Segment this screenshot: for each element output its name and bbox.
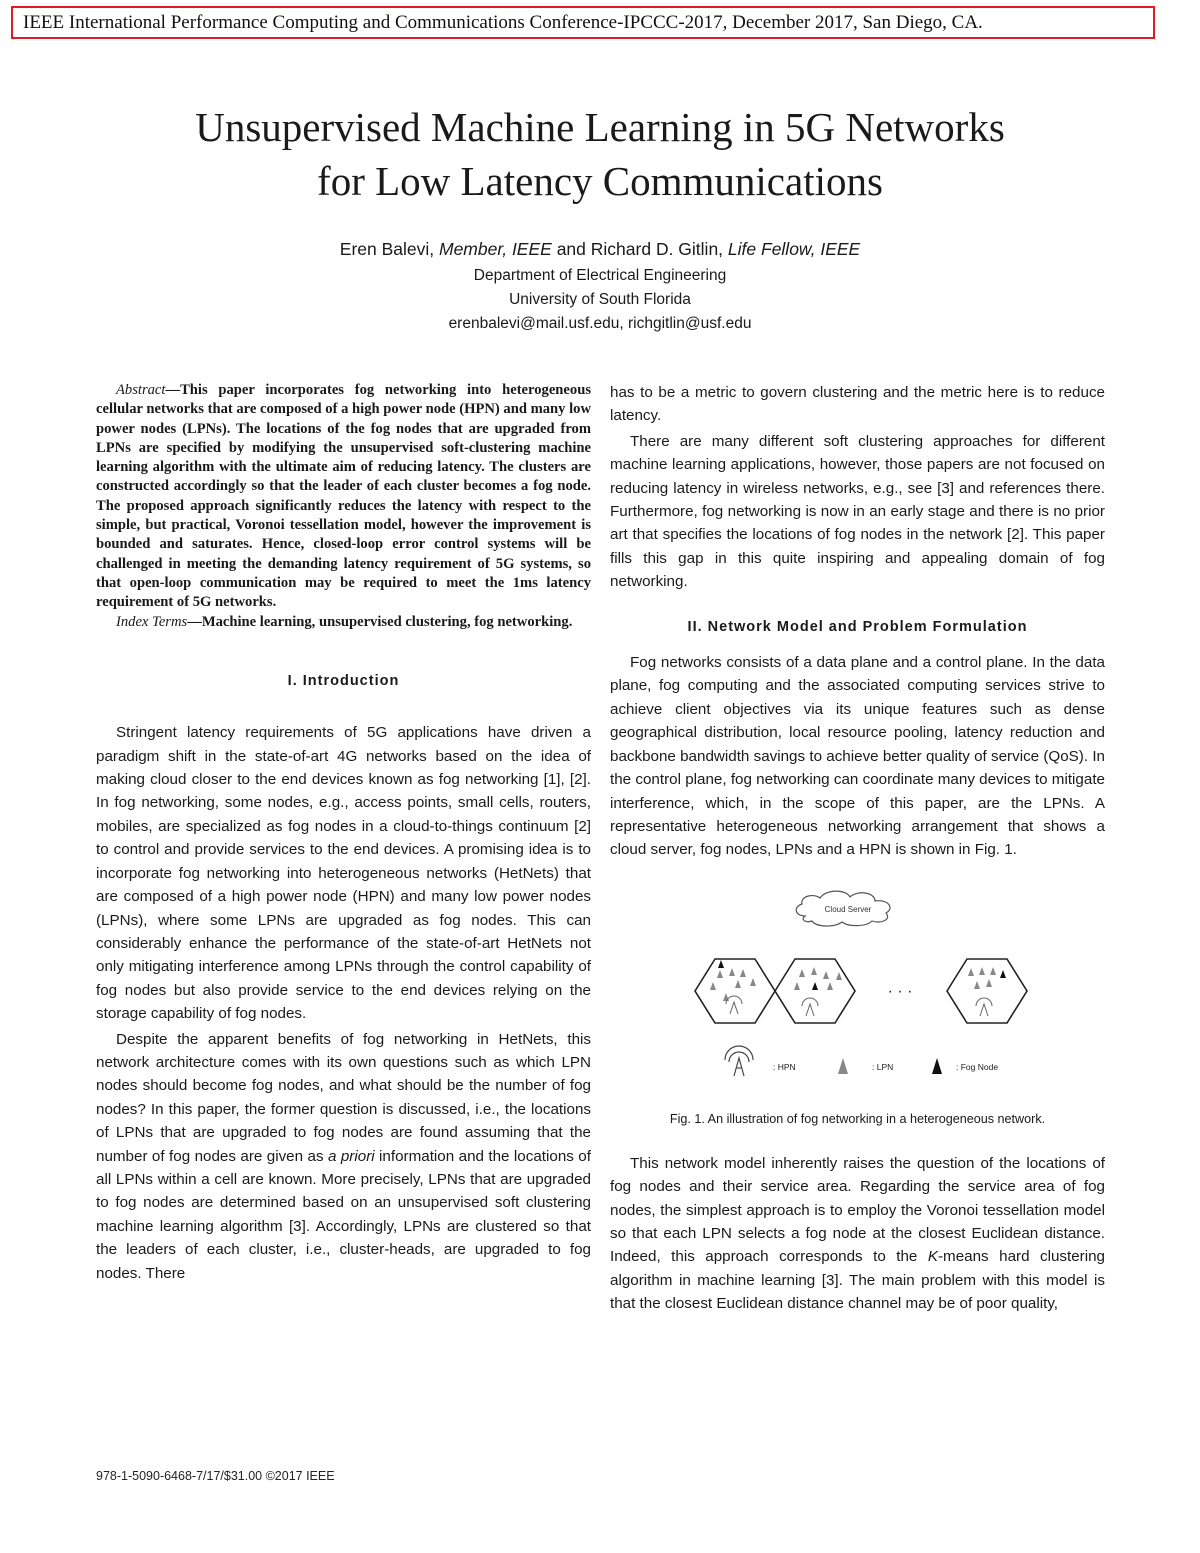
- intro-paragraph-2-part-b: information and the locations of all LPNs within a cell are known. More precisely, LPNs that are upgraded to fog nodes are determined based on an unsupervised soft clustering machine learning algorithm [3]. Accordingly, LPNs are clustered so that the leaders of each cluster, i.e., cluster-heads, are upgraded to fog nodes. There: [96, 1147, 591, 1282]
- legend-lpn-icon: [838, 1058, 848, 1074]
- paper-title: [0, 100, 1200, 208]
- index-terms-text: —Machine learning, unsupervised clustering, fog networking.: [187, 613, 573, 630]
- legend-hpn-icon: [725, 1046, 753, 1076]
- model-paragraph-2-part-a: This network model inherently raises the question of the locations of fog nodes and their service area. Regarding the service area of fog nodes, the simplest approach is to employ the Voronoi tessellation model so that each LPN selects a fog node at the closest Euclidean distance. Indeed, this approach corresponds to the: [610, 1154, 1105, 1266]
- left-column: [96, 381, 591, 1285]
- k-symbol: K: [927, 1248, 938, 1266]
- intro-paragraph-2-italic: a priori: [327, 1147, 375, 1165]
- cell-hexagon-2: [775, 959, 855, 1023]
- author-2: Richard D. Gitlin,: [590, 239, 724, 259]
- lpn-group-3: [968, 967, 996, 989]
- legend-lpn-label: : LPN: [872, 1061, 894, 1072]
- university: University of South Florida: [509, 291, 691, 308]
- more-cells-ellipsis: · · ·: [887, 982, 913, 1000]
- abstract-text: —This paper incorporates fog networking into heterogeneous cellular networks that are composed of a high power node (HPN) and many low power nodes (LPNs). The locations of the fog nodes that are upgraded from LPNs are specified by modifying the unsupervised soft-clustering machine learning algorithm with the ultimate aim of reducing latency. The clusters are constructed accordingly so that the leader of each cluster becomes a fog node. The proposed approach significantly reduces the latency with respect to the simple, but practical, Voronoi tessellation model, however the improvement is bounded and saturates. Hence, closed-loop error control systems will be challenged in meeting the demanding latency requirement of 5G systems, so that open-loop communication may be required to meet the 1ms latency requirement of 5G networks.: [96, 382, 591, 611]
- cloud-server-label: Cloud Server: [824, 904, 872, 914]
- legend-hpn-label: : HPN: [773, 1061, 796, 1072]
- network-illustration: [610, 876, 1105, 1108]
- hpn-tower-2: [802, 998, 818, 1016]
- hpn-tower-3: [976, 998, 992, 1016]
- abstract-label: Abstract: [116, 382, 166, 398]
- intro-paragraph-2: [96, 1028, 591, 1285]
- index-terms: [96, 613, 591, 632]
- index-terms-label: Index Terms: [116, 613, 188, 630]
- legend-fog-node-icon: [932, 1058, 942, 1074]
- section-heading-introduction: I. Introduction: [287, 672, 400, 689]
- abstract: [96, 381, 591, 613]
- title-line-2: for Low Latency Communications: [317, 158, 883, 204]
- fog-node-group-1: [718, 960, 724, 968]
- right-column: [610, 381, 1105, 1316]
- conference-header: IEEE International Performance Computing and Communications Conference-IPCCC-2017, December 2017, San Diego, CA.: [11, 6, 1155, 39]
- model-paragraph-2-part-b: -means hard clustering algorithm in machine learning [3]. The main problem with this model is that the closest Euclidean distance channel may be of poor quality,: [610, 1248, 1105, 1313]
- fog-node-group-3: [1000, 970, 1006, 978]
- author-line: [0, 236, 1200, 262]
- fog-node-group-2: [812, 982, 818, 990]
- intro-paragraph-2-part-a: Despite the apparent benefits of fog networking in HetNets, this network architecture comes with its own questions such as which LPN nodes should become fog nodes, and what should be the number of fog nodes? In this paper, the former question is discussed, i.e., the locations of LPNs that are upgraded to fog nodes are found assuming that the number of fog nodes are given as: [96, 1030, 591, 1165]
- model-paragraph-2: [610, 1152, 1105, 1316]
- author-2-role: Life Fellow, IEEE: [727, 239, 861, 259]
- lpn-group-2: [794, 967, 842, 990]
- hpn-tower-1: [726, 996, 742, 1014]
- author-1-role: Member, IEEE: [439, 239, 552, 259]
- section-heading-network-model: II. Network Model and Problem Formulation: [687, 618, 1028, 635]
- author-1: Eren Balevi,: [339, 239, 435, 259]
- footer-isbn: 978-1-5090-6468-7/17/$31.00 ©2017 IEEE: [96, 1469, 335, 1483]
- figure-1-caption: Fig. 1. An illustration of fog networking in a heterogeneous network.: [669, 1111, 1046, 1126]
- cell-hexagon-1: [695, 959, 775, 1023]
- author-emails: erenbalevi@mail.usf.edu, richgitlin@usf.edu: [448, 315, 752, 332]
- intro-paragraph-1: Stringent latency requirements of 5G applications have driven a paradigm shift in the state-of-art 4G networks based on the idea of making cloud closer to the end devices known as fog networking [1], [2]. In fog networking, some nodes, e.g., access points, small cells, routers, mobiles, are specialized as fog nodes in a cloud-to-things continuum [2] to control and provide services to the end devices. A promising idea is to incorporate fog networking into heterogeneous networks (HetNets) that are composed of a high power node (HPN) and many low power nodes (LPNs), where some LPNs are upgraded as fog nodes. This can considerably enhance the performance of the state-of-art HetNets not only mitigating interference among LPNs through the control capability of fog nodes but also provide service to the end devices relying on the storage capability of fog nodes.: [96, 724, 591, 1023]
- legend-fog-node-label: : Fog Node: [956, 1061, 999, 1072]
- right-paragraph-1: has to be a metric to govern clustering and the metric here is to reduce latency.: [610, 384, 1105, 425]
- title-line-1: Unsupervised Machine Learning in 5G Networks: [195, 104, 1005, 150]
- author-conjunction: and: [556, 239, 586, 259]
- figure-1: [610, 876, 1105, 1108]
- model-paragraph-1: Fog networks consists of a data plane and a control plane. In the data plane, fog computing and the associated computing services strive to achieve client objectives via its unique features such as dense geographical distribution, local resource pooling, latency reduction and backbone bandwidth savings to achieve better quality of service (QoS). In the control plane, fog networking can coordinate many devices to mitigate interference, which, in the scope of this paper, are the LPNs. A representative heterogeneous networking arrangement that shows a cloud server, fog nodes, LPNs and a HPN is shown in Fig. 1.: [610, 654, 1105, 859]
- right-paragraph-2: There are many different soft clustering approaches for different machine learning applications, however, those papers are not focused on reducing latency in wireless networks, e.g., see [3] and references there. Furthermore, fog networking is now in an early stage and there is no prior art that specifies the locations of fog nodes in the network [2]. This paper fills this gap in this quite inspiring and appealing domain of fog networking.: [610, 432, 1105, 591]
- affiliation: [0, 264, 1200, 336]
- department: Department of Electrical Engineering: [473, 267, 727, 284]
